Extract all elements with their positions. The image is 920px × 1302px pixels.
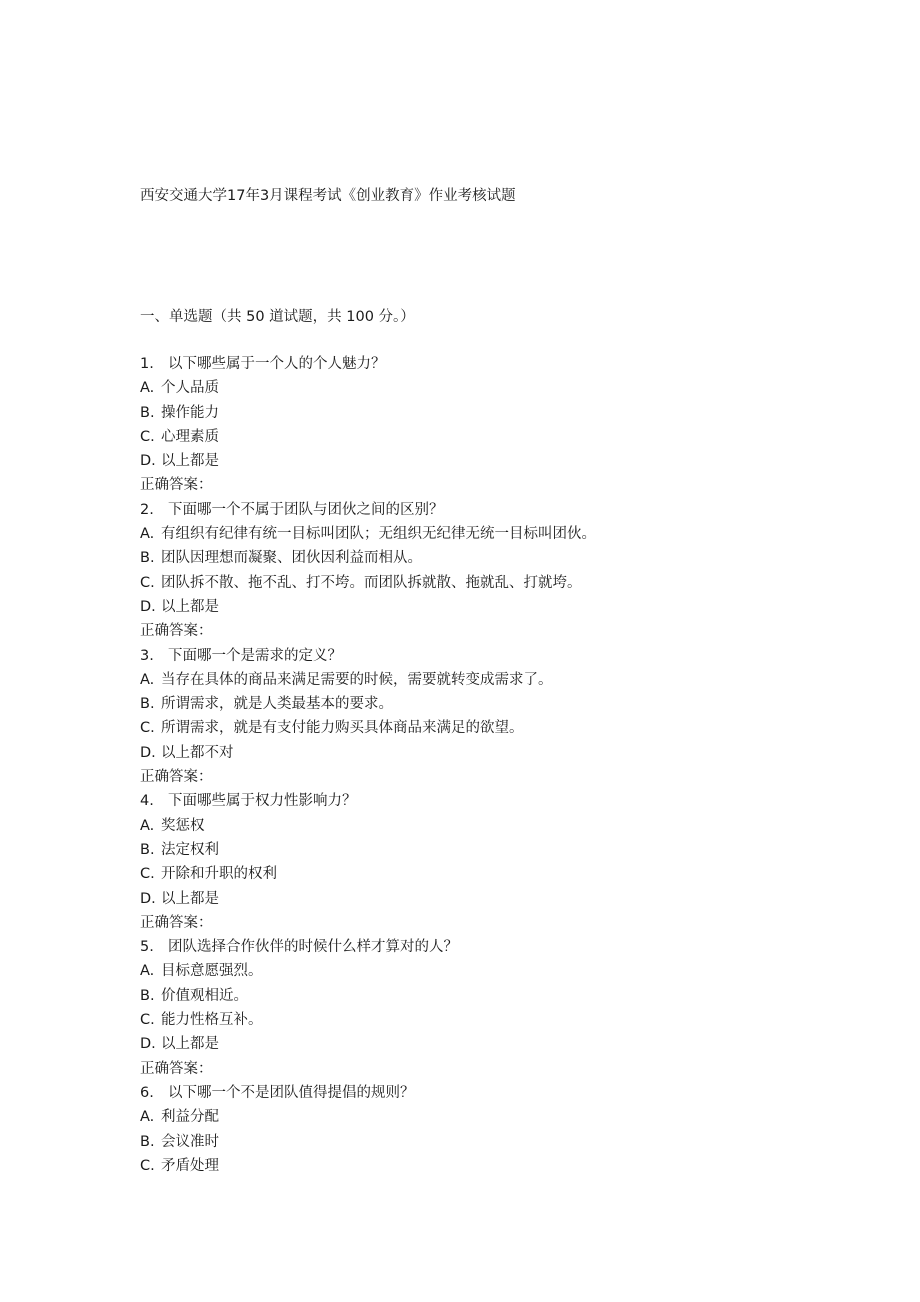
option-line [140, 1032, 840, 1056]
section-heading: 一、单选题（共 50 道试题，共 100 分。） [140, 309, 415, 325]
option-letter: B. [140, 841, 155, 858]
option-letter: C. [140, 720, 155, 737]
question-line [140, 789, 840, 813]
question-number: 3. [140, 647, 154, 664]
option-text: 奖惩权 [161, 817, 205, 834]
option-line [140, 887, 840, 911]
answer-line: 正确答案： [140, 914, 213, 931]
option-text: 以上都不对 [161, 744, 234, 761]
option-letter: A. [140, 963, 155, 980]
option-letter: B. [140, 404, 155, 421]
option-line [140, 668, 840, 692]
option-line [140, 522, 840, 546]
option-line [140, 741, 840, 765]
option-text: 以上都是 [161, 1036, 219, 1053]
option-line [140, 449, 840, 473]
answer-line: 正确答案： [140, 769, 213, 786]
option-line [140, 595, 840, 619]
option-line [140, 959, 840, 983]
question-number: 2. [140, 501, 154, 518]
answer-line: 正确答案： [140, 1060, 213, 1077]
option-text: 能力性格互补。 [161, 1012, 263, 1029]
option-text: 当存在具体的商品来满足需要的时候，需要就转变成需求了。 [161, 671, 553, 688]
option-letter: D. [140, 744, 156, 761]
option-text: 个人品质 [161, 380, 219, 397]
option-letter: A. [140, 817, 155, 834]
option-text: 会议准时 [161, 1133, 219, 1150]
option-line [140, 1105, 840, 1129]
option-text: 有组织有纪律有统一目标叫团队；无组织无纪律无统一目标叫团伙。 [161, 526, 596, 543]
option-letter: A. [140, 380, 155, 397]
option-text: 法定权利 [161, 841, 219, 858]
option-text: 以上都是 [161, 598, 219, 615]
option-line [140, 376, 840, 400]
option-text: 团队拆不散、拖不乱、打不垮。而团队拆就散、拖就乱、打就垮。 [161, 574, 582, 591]
option-letter: B. [140, 987, 155, 1004]
option-letter: A. [140, 526, 155, 543]
option-text: 矛盾处理 [161, 1157, 219, 1174]
option-line [140, 401, 840, 425]
question-text: 以下哪一个不是团队值得提倡的规则？ [168, 1084, 415, 1101]
question-text: 下面哪一个是需求的定义？ [168, 647, 342, 664]
option-letter: D. [140, 890, 156, 907]
option-text: 所谓需求，就是有支付能力购买具体商品来满足的欲望。 [161, 720, 524, 737]
question-line [140, 352, 840, 376]
option-letter: A. [140, 1109, 155, 1126]
option-letter: B. [140, 550, 155, 567]
question-text: 以下哪些属于一个人的个人魅力？ [168, 356, 386, 372]
option-letter: C. [140, 1012, 155, 1029]
question-text: 团队选择合作伙伴的时候什么样才算对的人？ [168, 939, 458, 956]
option-text: 目标意愿强烈。 [161, 963, 263, 980]
option-letter: C. [140, 1157, 155, 1174]
option-letter: D. [140, 1036, 156, 1053]
option-line [140, 1130, 840, 1154]
question-line [140, 935, 840, 959]
option-text: 心理素质 [161, 428, 219, 445]
question-number: 4. [140, 793, 154, 810]
option-line [140, 425, 840, 449]
option-letter: B. [140, 1133, 155, 1150]
option-text: 利益分配 [161, 1109, 219, 1126]
option-line [140, 984, 840, 1008]
option-letter: D. [140, 598, 156, 615]
option-letter: D. [140, 453, 156, 470]
option-letter: C. [140, 428, 155, 445]
question-number: 1. [140, 356, 154, 372]
answer-line: 正确答案： [140, 477, 213, 494]
question-list [140, 352, 840, 1178]
option-letter: B. [140, 696, 155, 713]
option-line [140, 692, 840, 716]
option-line [140, 814, 840, 838]
document-title: 西安交通大学17年3月课程考试《创业教育》作业考核试题 [140, 188, 516, 204]
option-letter: C. [140, 866, 155, 883]
option-text: 以上都是 [161, 453, 219, 470]
answer-line: 正确答案： [140, 623, 213, 640]
option-text: 价值观相近。 [161, 987, 248, 1004]
option-letter: A. [140, 671, 155, 688]
option-line [140, 862, 840, 886]
option-line [140, 1154, 840, 1178]
option-text: 团队因理想而凝聚、团伙因利益而相从。 [161, 550, 422, 567]
option-line [140, 716, 840, 740]
option-line [140, 546, 840, 570]
question-line [140, 498, 840, 522]
option-line [140, 838, 840, 862]
option-text: 开除和升职的权利 [161, 866, 277, 883]
option-text: 以上都是 [161, 890, 219, 907]
question-line [140, 644, 840, 668]
option-text: 操作能力 [161, 404, 219, 421]
question-text: 下面哪些属于权力性影响力？ [168, 793, 357, 810]
option-text: 所谓需求，就是人类最基本的要求。 [161, 696, 393, 713]
option-line [140, 571, 840, 595]
question-number: 6. [140, 1084, 154, 1101]
option-letter: C. [140, 574, 155, 591]
option-line [140, 1008, 840, 1032]
question-text: 下面哪一个不属于团队与团伙之间的区别？ [168, 501, 444, 518]
question-number: 5. [140, 939, 154, 956]
question-line [140, 1081, 840, 1105]
